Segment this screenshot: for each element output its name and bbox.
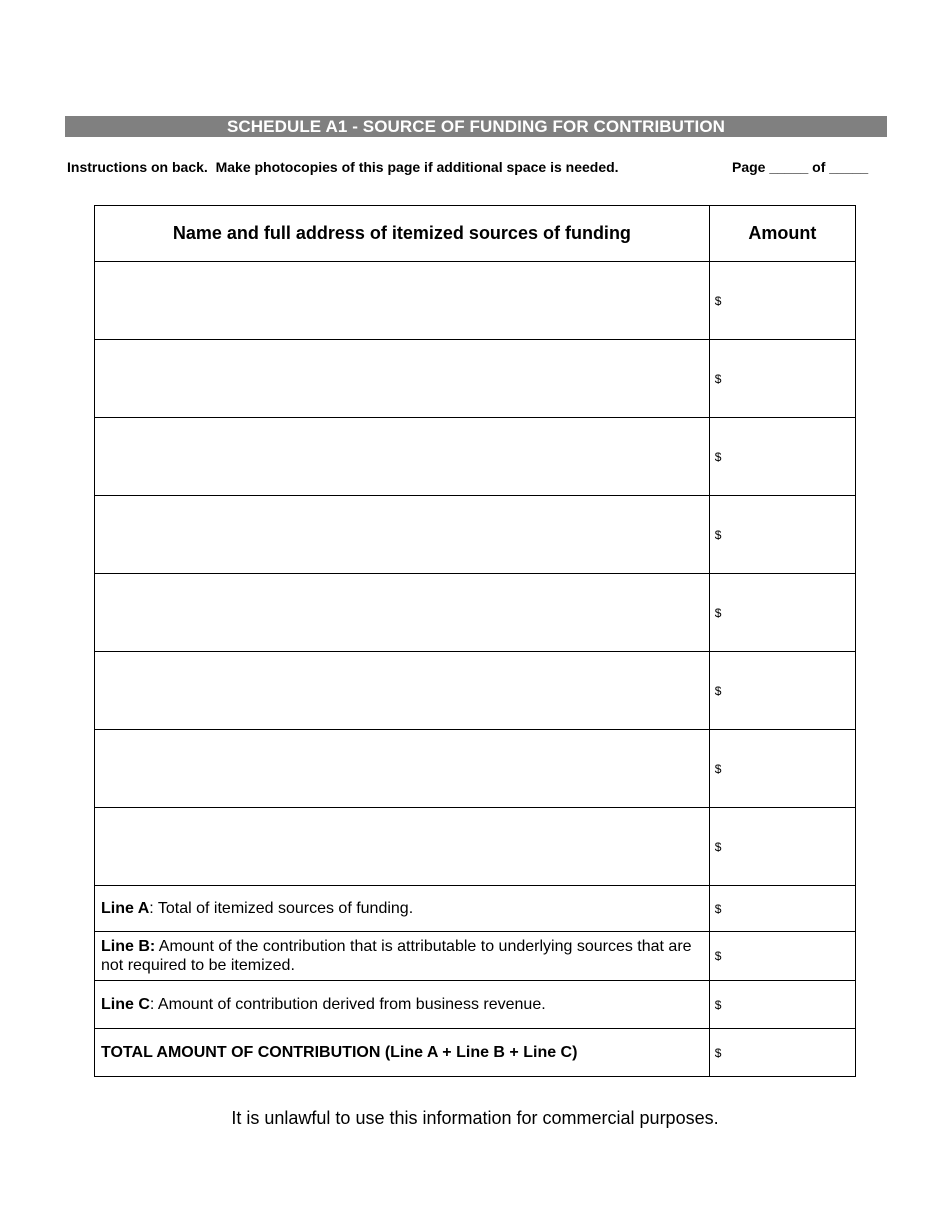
table-row <box>95 496 856 574</box>
table-row <box>95 418 856 496</box>
line-c-description <box>95 981 710 1029</box>
table-row <box>95 652 856 730</box>
source-name-cell[interactable] <box>95 418 710 496</box>
schedule-title: SCHEDULE A1 - SOURCE OF FUNDING FOR CONTRIBUTION <box>65 116 887 137</box>
amount-cell[interactable]: $ <box>709 262 855 340</box>
table-row <box>95 808 856 886</box>
line-b-label: Line B: <box>101 938 156 955</box>
source-name-cell[interactable] <box>95 340 710 418</box>
commercial-use-notice: It is unlawful to use this information for commercial purposes. <box>231 1108 719 1128</box>
line-b-text: Amount of the contribution that is attributable to underlying sources that are not required to be itemized. <box>101 938 692 974</box>
amount-cell[interactable]: $ <box>709 496 855 574</box>
line-a-description <box>95 886 710 932</box>
source-name-cell[interactable] <box>95 652 710 730</box>
line-b-description <box>95 932 710 981</box>
line-b-amount[interactable]: $ <box>709 932 855 981</box>
page-number-field[interactable]: Page _____ of _____ <box>732 159 869 175</box>
line-c-label: Line C <box>101 996 150 1013</box>
table-row <box>95 730 856 808</box>
line-a-text: : Total of itemized sources of funding. <box>149 900 414 917</box>
line-b-row <box>95 932 856 981</box>
amount-cell[interactable]: $ <box>709 808 855 886</box>
line-a-label: Line A <box>101 900 150 917</box>
source-name-cell[interactable] <box>95 808 710 886</box>
funding-sources-table <box>94 205 856 1077</box>
total-amount[interactable]: $ <box>709 1029 855 1077</box>
total-row <box>95 1029 856 1077</box>
source-name-cell[interactable] <box>95 262 710 340</box>
source-name-cell[interactable] <box>95 730 710 808</box>
amount-cell[interactable]: $ <box>709 418 855 496</box>
amount-cell[interactable]: $ <box>709 652 855 730</box>
line-c-row <box>95 981 856 1029</box>
amount-cell[interactable]: $ <box>709 340 855 418</box>
instructions-text: Instructions on back. Make photocopies of this page if additional space is needed. <box>67 159 619 175</box>
line-c-amount[interactable]: $ <box>709 981 855 1029</box>
line-a-amount[interactable]: $ <box>709 886 855 932</box>
table-row <box>95 340 856 418</box>
total-label: TOTAL AMOUNT OF CONTRIBUTION (Line A + Line B + Line C) <box>95 1029 710 1077</box>
line-a-row <box>95 886 856 932</box>
line-c-text: : Amount of contribution derived from business revenue. <box>149 996 546 1013</box>
table-header-row <box>95 206 856 262</box>
header-amount: Amount <box>709 206 855 262</box>
source-name-cell[interactable] <box>95 574 710 652</box>
table-row <box>95 262 856 340</box>
amount-cell[interactable]: $ <box>709 730 855 808</box>
table-row <box>95 574 856 652</box>
source-name-cell[interactable] <box>95 496 710 574</box>
header-name-address: Name and full address of itemized sources of funding <box>95 206 710 262</box>
amount-cell[interactable]: $ <box>709 574 855 652</box>
